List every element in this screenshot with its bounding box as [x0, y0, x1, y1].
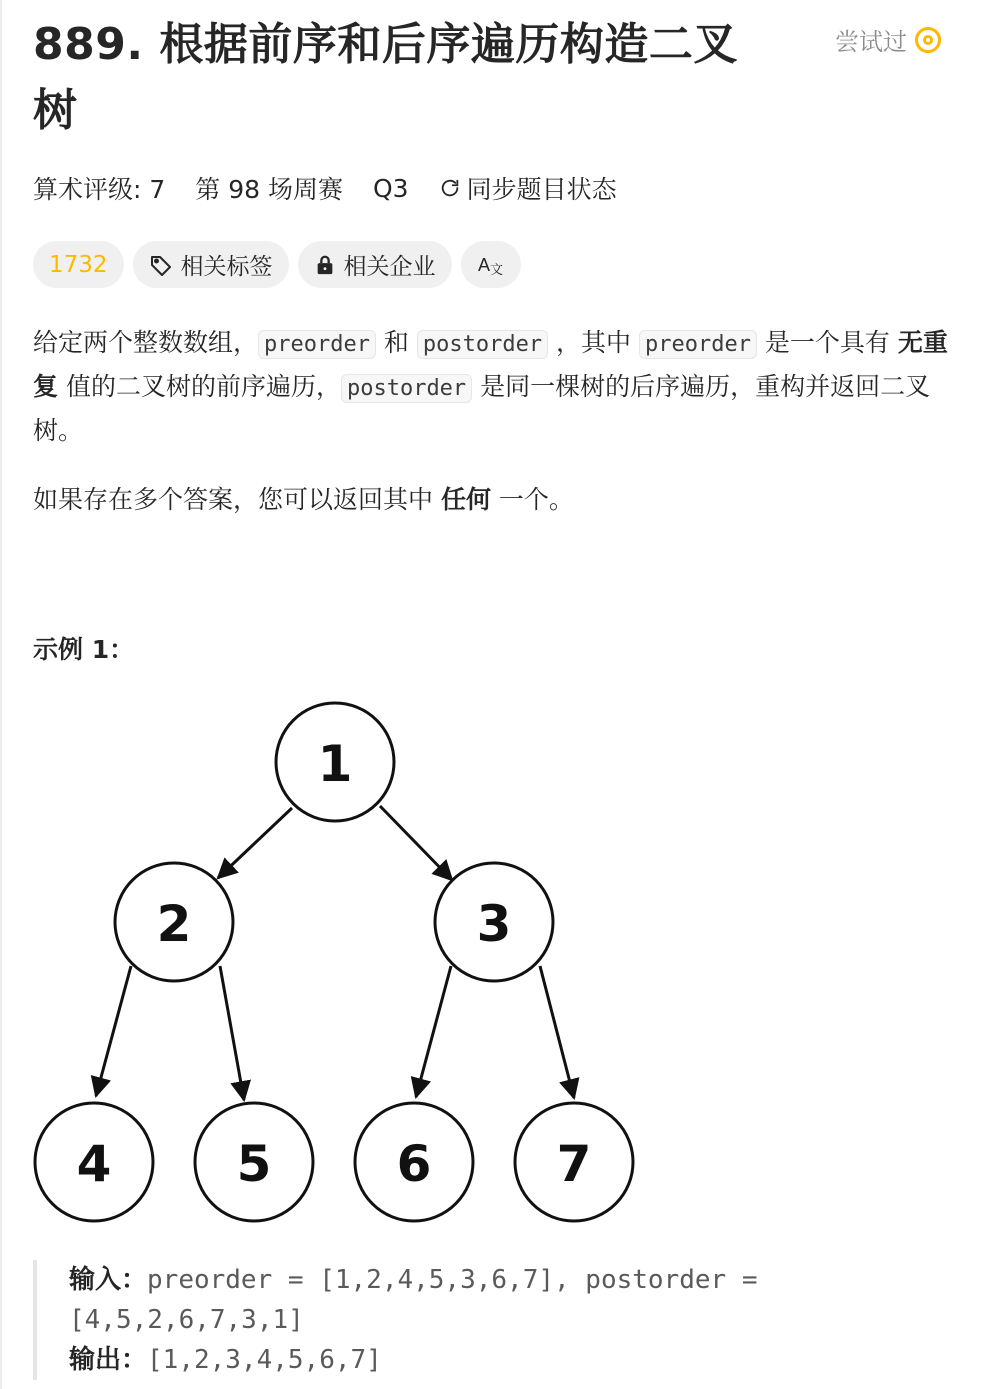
svg-text:文: 文	[489, 262, 503, 277]
input-value: preorder = [1,2,4,5,3,6,7], postorder = [4,5,2,6,7,3,1]	[69, 1265, 758, 1335]
company-label: 相关企业	[343, 254, 436, 280]
tree-edge	[218, 808, 292, 878]
example-io-block	[33, 1260, 833, 1380]
tried-status	[835, 22, 941, 57]
refresh-icon	[439, 177, 461, 199]
tag-icon	[149, 253, 173, 277]
tree-node-label: 4	[76, 1135, 112, 1193]
title-line1: 889. 根据前序和后序遍历构造二叉	[33, 19, 738, 70]
inline-code-preorder: preorder	[639, 330, 757, 359]
translate-button[interactable]	[461, 241, 521, 288]
tree-node-label: 3	[476, 895, 512, 953]
binary-tree-diagram	[30, 696, 645, 1236]
note-text: 如果存在多个答案，您可以返回其中	[33, 485, 441, 514]
desc-text: 是一个具有	[756, 328, 898, 357]
tree-edge	[96, 966, 131, 1096]
inline-code-postorder: postorder	[341, 374, 472, 403]
output-label: 输出：	[69, 1345, 148, 1375]
tree-node-label: 6	[396, 1135, 432, 1193]
desc-bold: 无重复	[33, 328, 948, 401]
tags-label: 相关标签	[180, 254, 273, 280]
inline-code-preorder: preorder	[258, 330, 376, 359]
problem-chips	[33, 241, 521, 288]
tree-edge	[220, 966, 244, 1100]
related-tags-button[interactable]	[133, 241, 289, 288]
note-bold: 任何	[440, 485, 491, 514]
rating-text: 算术评级: 7	[33, 175, 166, 204]
title-line2: 树	[33, 85, 78, 136]
sync-label: 同步题目状态	[466, 175, 617, 204]
question-index: Q3	[373, 173, 409, 203]
tree-edge	[380, 806, 452, 880]
tree-node-label: 5	[236, 1135, 272, 1193]
svg-text:A: A	[477, 254, 490, 275]
input-label: 输入：	[69, 1265, 148, 1295]
desc-text: 是同一棵树的后序遍历，重构并返回二叉树。	[33, 372, 931, 445]
inline-code-postorder: postorder	[417, 330, 548, 359]
translate-icon	[477, 253, 505, 277]
example-title: 示例 1：	[33, 635, 135, 664]
page-title	[33, 12, 773, 144]
rating-chip	[33, 241, 124, 288]
tree-edge	[416, 966, 451, 1097]
problem-description	[33, 322, 958, 452]
example-output	[69, 1340, 833, 1380]
related-companies-button[interactable]	[298, 241, 452, 288]
left-divider	[0, 0, 2, 1389]
contest-link[interactable]: 第 98 场周赛	[195, 175, 343, 204]
target-icon	[915, 27, 941, 53]
tree-node-label: 7	[556, 1135, 592, 1193]
tree-edge	[540, 966, 574, 1098]
rating-value: 1732	[49, 251, 108, 278]
desc-text: ，其中	[548, 328, 640, 357]
desc-text: 和	[375, 328, 417, 357]
desc-text: 给定两个整数数组，	[33, 328, 259, 357]
output-value: [1,2,3,4,5,6,7]	[147, 1345, 382, 1375]
lock-icon	[314, 254, 336, 276]
note-text: 一个。	[490, 485, 574, 514]
sync-status-button[interactable]	[439, 170, 647, 206]
tried-label: 尝试过	[835, 28, 907, 56]
multiple-answers-note	[33, 480, 574, 520]
problem-meta	[33, 170, 647, 206]
example-input	[69, 1260, 833, 1340]
desc-text: 值的二叉树的前序遍历，	[58, 372, 341, 401]
tree-node-label: 2	[156, 895, 192, 953]
tree-node-label: 1	[317, 735, 353, 793]
